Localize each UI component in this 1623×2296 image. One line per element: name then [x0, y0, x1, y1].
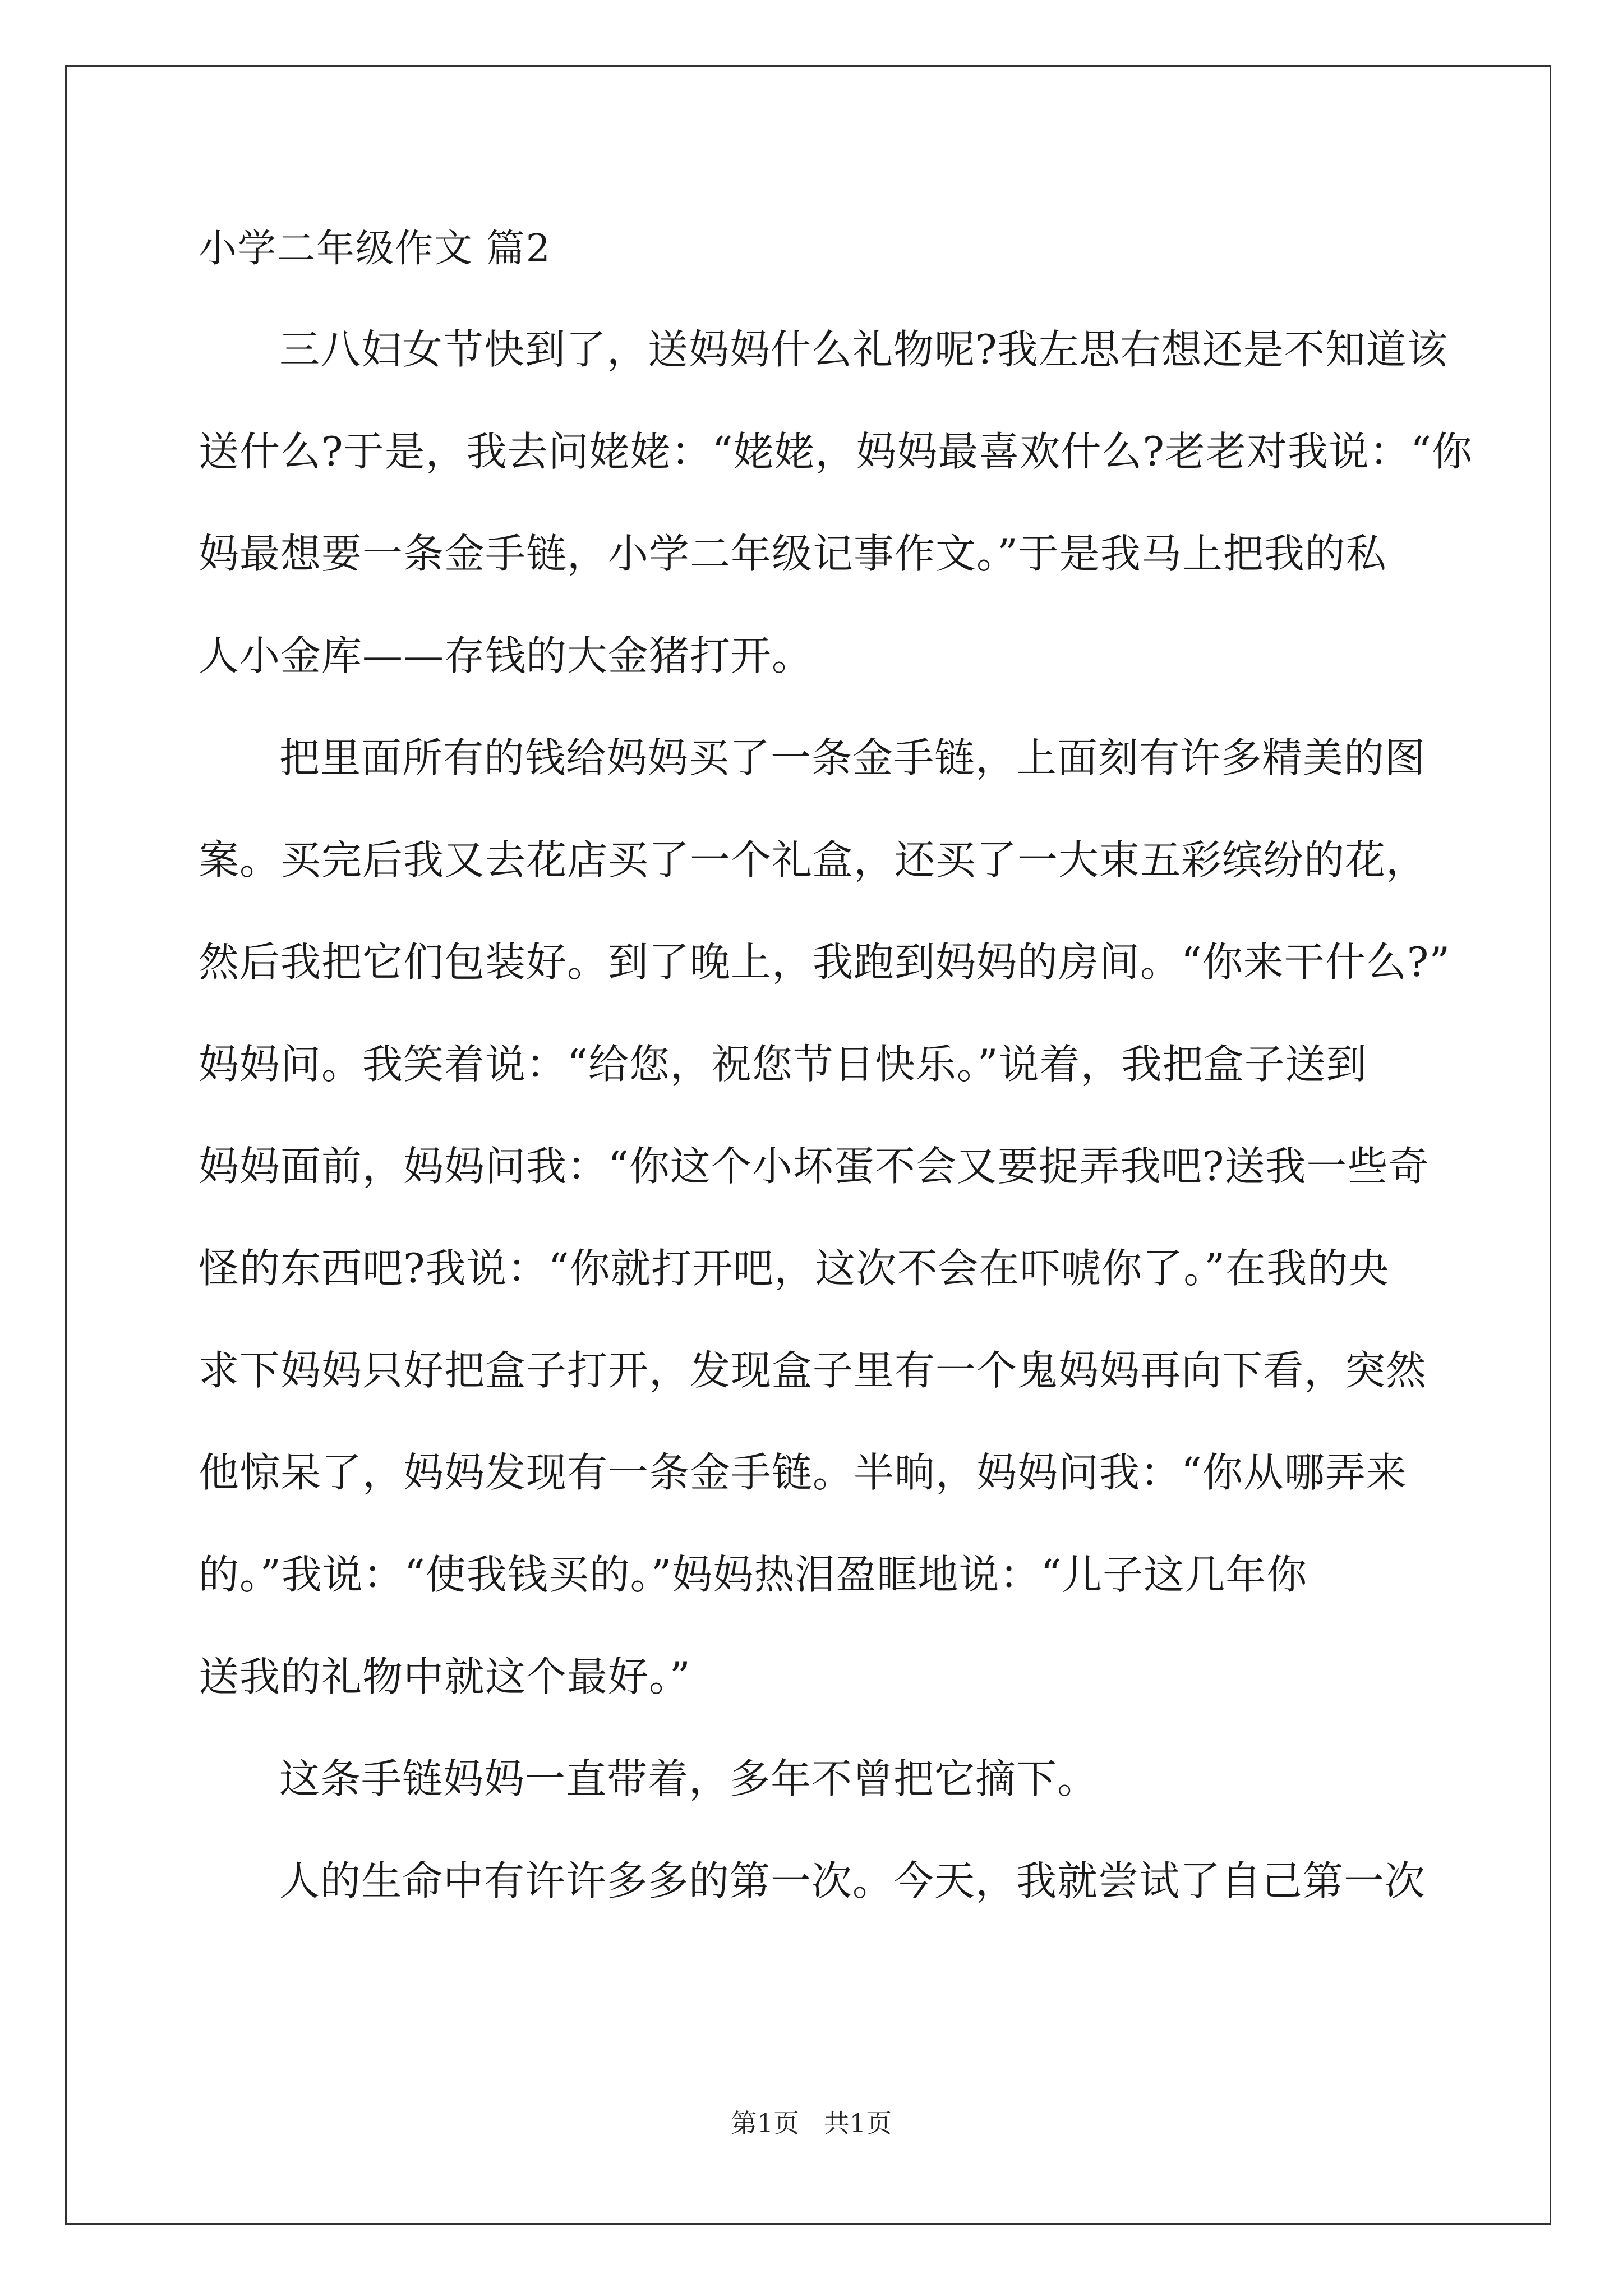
paragraph [199, 298, 1473, 707]
paragraph [199, 707, 1451, 1728]
paragraph-line: 怪的东西吧?我说：“你就打开吧，这次不会在吓唬你了。”在我的央 [199, 1245, 1390, 1292]
paragraph-line: 妈最想要一条金手链，小学二年级记事作文。”于是我马上把我的私 [199, 530, 1387, 577]
paragraph-line: 求下妈妈只好把盒子打开，发现盒子里有一个鬼妈妈再向下看，突然 [199, 1347, 1427, 1394]
paragraph-line: 妈妈面前，妈妈问我：“你这个小坏蛋不会又要捉弄我吧?送我一些奇 [199, 1143, 1430, 1190]
paragraph-line: 案。买完后我又去花店买了一个礼盒，还买了一大束五彩缤纷的花， [199, 836, 1427, 884]
paragraph [199, 1728, 1438, 1830]
paragraph-line: 这条手链妈妈一直带着，多年不曾把它摘下。 [279, 1755, 1099, 1802]
paragraph-line: 然后我把它们包装好。到了晚上，我跑到妈妈的房间。“你来干什么?” [199, 938, 1451, 986]
paragraph-line: 妈妈问。我笑着说：“给您，祝您节日快乐。”说着，我把盒子送到 [199, 1041, 1367, 1088]
paragraph-line: 人的生命中有许许多多的第一次。今天，我就尝试了自己第一次 [279, 1857, 1426, 1904]
paragraph-line: 送我的礼物中就这个最好。” [199, 1653, 691, 1700]
paragraph-line: 他惊呆了，妈妈发现有一条金手链。半晌，妈妈问我：“你从哪弄来 [199, 1449, 1407, 1496]
paragraph-line: 三八妇女节快到了，送妈妈什么礼物呢?我左思右想还是不知道该 [279, 326, 1448, 373]
paragraph-line: 的。”我说：“使我钱买的。”妈妈热泪盈眶地说：“儿子这几年你 [199, 1551, 1308, 1598]
paragraph [199, 1830, 1438, 1932]
paragraph-line: 送什么?于是，我去问姥姥：“姥姥，妈妈最喜欢什么?老老对我说：“你 [199, 428, 1473, 475]
paragraph-line: 人小金库——存钱的大金猪打开。 [199, 632, 813, 679]
paragraph-list [199, 298, 1473, 1932]
document-body [199, 223, 1473, 1932]
essay-heading: 小学二年级作文 篇2 [199, 227, 551, 271]
paragraph-line: 把里面所有的钱给妈妈买了一条金手链，上面刻有许多精美的图 [279, 734, 1426, 781]
page-number-footer: 第1页 共1页 [731, 2108, 892, 2138]
